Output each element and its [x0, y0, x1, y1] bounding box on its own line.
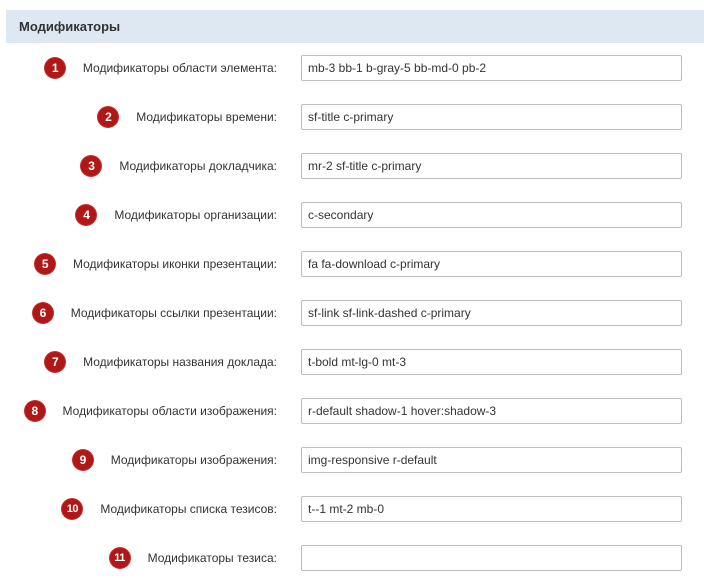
field-label: Модификаторы области элемента: — [82, 61, 277, 75]
number-badge: 3 — [81, 156, 101, 176]
number-badge: 1 — [45, 58, 65, 78]
form-row-image-area-modifiers — [0, 398, 704, 424]
field-label: Модификаторы времени: — [136, 110, 277, 124]
form-row-time-modifiers — [0, 104, 704, 130]
number-badge: 9 — [73, 450, 93, 470]
field-label: Модификаторы названия доклада: — [83, 355, 277, 369]
form-row-presentation-link-modifiers — [0, 300, 704, 326]
field-label: Модификаторы тезиса: — [147, 551, 277, 565]
form-row-organization-modifiers — [0, 202, 704, 228]
area-modifiers-input[interactable] — [301, 55, 682, 81]
section-title: Модификаторы — [19, 19, 121, 34]
organization-modifiers-input[interactable] — [301, 202, 682, 228]
form-row-report-title-modifiers — [0, 349, 704, 375]
form-row-thesis-modifiers — [0, 545, 704, 571]
field-label: Модификаторы иконки презентации: — [73, 257, 277, 271]
field-label: Модификаторы списка тезисов: — [100, 502, 277, 516]
field-label: Модификаторы докладчика: — [119, 159, 277, 173]
number-badge: 6 — [33, 303, 53, 323]
number-badge: 5 — [35, 254, 55, 274]
report-title-modifiers-input[interactable] — [301, 349, 682, 375]
presentation-icon-modifiers-input[interactable] — [301, 251, 682, 277]
field-label: Модификаторы области изображения: — [62, 404, 277, 418]
time-modifiers-input[interactable] — [301, 104, 682, 130]
form-row-presentation-icon-modifiers — [0, 251, 704, 277]
theses-list-modifiers-input[interactable] — [301, 496, 682, 522]
number-badge: 8 — [25, 401, 45, 421]
form-row-speaker-modifiers — [0, 153, 704, 179]
number-badge: 4 — [76, 205, 96, 225]
image-modifiers-input[interactable] — [301, 447, 682, 473]
form-row-area-modifiers — [0, 55, 704, 81]
section-header — [6, 10, 704, 43]
number-badge: 2 — [98, 107, 118, 127]
field-label: Модификаторы ссылки презентации: — [70, 306, 277, 320]
number-badge: 11 — [110, 548, 130, 568]
field-label: Модификаторы изображения: — [110, 453, 277, 467]
field-label: Модификаторы организации: — [114, 208, 277, 222]
image-area-modifiers-input[interactable] — [301, 398, 682, 424]
form-row-theses-list-modifiers — [0, 496, 704, 522]
number-badge: 10 — [62, 499, 82, 519]
form-row-image-modifiers — [0, 447, 704, 473]
number-badge: 7 — [45, 352, 65, 372]
presentation-link-modifiers-input[interactable] — [301, 300, 682, 326]
thesis-modifiers-input[interactable] — [301, 545, 682, 571]
speaker-modifiers-input[interactable] — [301, 153, 682, 179]
